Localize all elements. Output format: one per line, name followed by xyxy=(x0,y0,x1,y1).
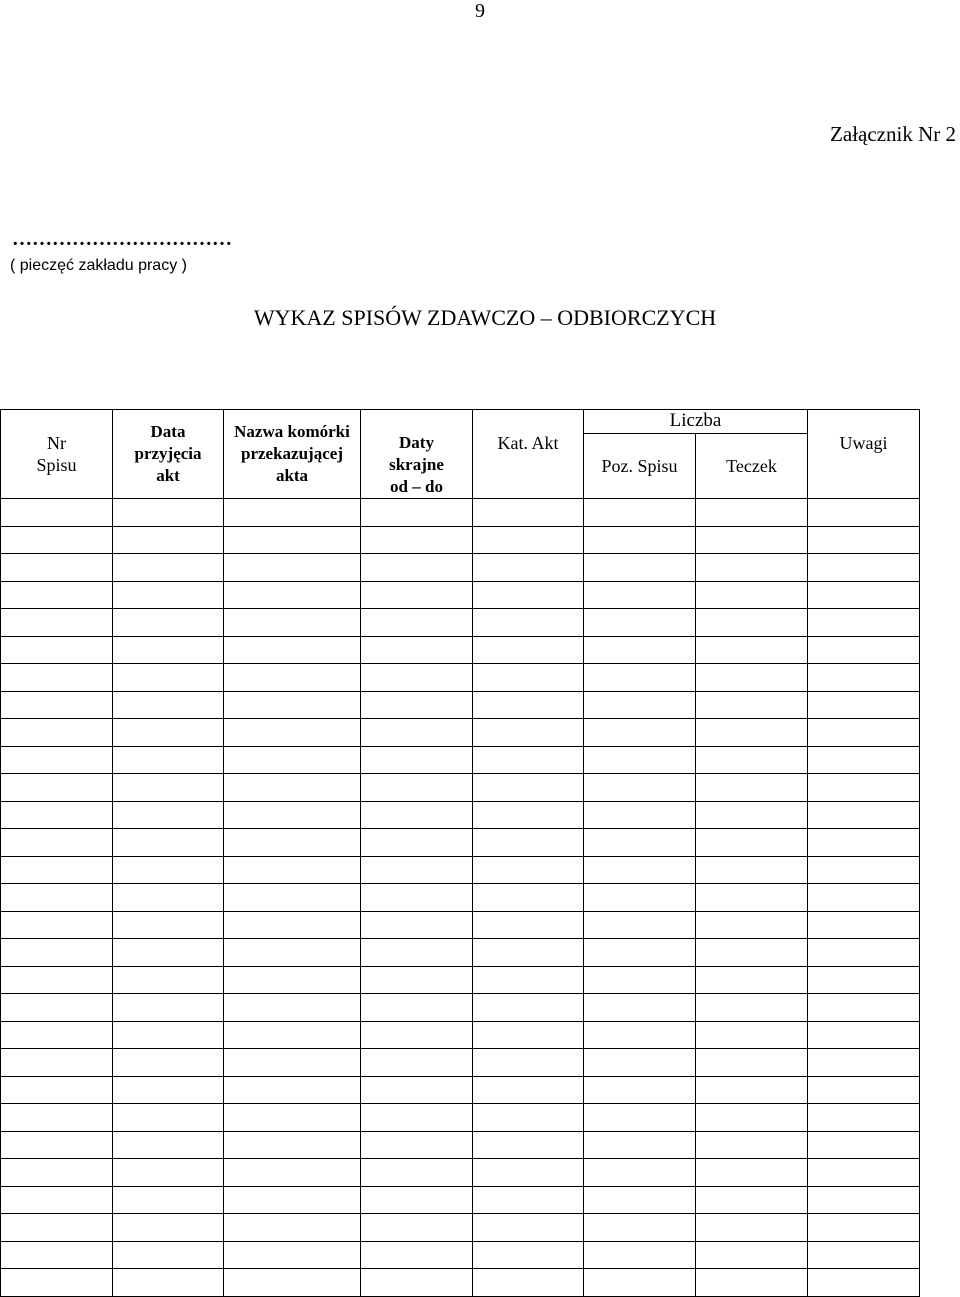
table-cell[interactable] xyxy=(224,939,361,967)
table-cell[interactable] xyxy=(584,856,696,884)
header-nazwa-komorki xyxy=(224,410,361,499)
table-cell[interactable] xyxy=(361,691,473,719)
table-cell[interactable] xyxy=(808,1131,920,1159)
table-cell[interactable] xyxy=(224,1241,361,1269)
table-cell[interactable] xyxy=(1,939,113,967)
table-cell[interactable] xyxy=(361,1104,473,1132)
table-row xyxy=(1,1049,920,1077)
table-cell[interactable] xyxy=(808,884,920,912)
table-cell[interactable] xyxy=(808,994,920,1022)
table-cell[interactable] xyxy=(113,939,224,967)
header-nr-spisu-label: Nr Spisu xyxy=(36,433,77,475)
table-cell[interactable] xyxy=(113,1241,224,1269)
table-cell[interactable] xyxy=(696,884,808,912)
table-cell[interactable] xyxy=(224,994,361,1022)
table-cell[interactable] xyxy=(696,1104,808,1132)
table-cell[interactable] xyxy=(696,939,808,967)
table-cell[interactable] xyxy=(1,664,113,692)
attachment-label: Załącznik Nr 2 xyxy=(830,122,956,146)
header-data-przyjecia-label: Data przyjęcia akt xyxy=(134,422,202,485)
table-cell[interactable] xyxy=(224,966,361,994)
table-cell[interactable] xyxy=(808,691,920,719)
table-cell[interactable] xyxy=(808,581,920,609)
table-cell[interactable] xyxy=(1,1186,113,1214)
table-cell[interactable] xyxy=(473,1076,584,1104)
table-cell[interactable] xyxy=(113,801,224,829)
table-cell[interactable] xyxy=(584,719,696,747)
table-row xyxy=(1,636,920,664)
table-cell[interactable] xyxy=(696,1159,808,1187)
table-cell[interactable] xyxy=(224,554,361,582)
table-cell[interactable] xyxy=(473,526,584,554)
table-cell[interactable] xyxy=(473,1241,584,1269)
table-cell[interactable] xyxy=(113,1076,224,1104)
table-cell[interactable] xyxy=(361,1241,473,1269)
table-cell[interactable] xyxy=(473,994,584,1022)
header-uwagi: Uwagi xyxy=(808,410,920,499)
table-row xyxy=(1,1241,920,1269)
table-cell[interactable] xyxy=(361,719,473,747)
table-cell[interactable] xyxy=(473,911,584,939)
table-cell[interactable] xyxy=(584,884,696,912)
table-cell[interactable] xyxy=(113,719,224,747)
table-cell[interactable] xyxy=(808,856,920,884)
table-cell[interactable] xyxy=(1,1076,113,1104)
table-row xyxy=(1,526,920,554)
table-cell[interactable] xyxy=(808,1076,920,1104)
table-cell[interactable] xyxy=(473,939,584,967)
table-cell[interactable] xyxy=(361,1049,473,1077)
table-cell[interactable] xyxy=(473,499,584,527)
table-cell[interactable] xyxy=(224,911,361,939)
table-cell[interactable] xyxy=(808,1049,920,1077)
header-liczba: Liczba xyxy=(584,410,808,434)
table-cell[interactable] xyxy=(361,1159,473,1187)
header-daty-skrajne xyxy=(361,410,473,499)
table-cell[interactable] xyxy=(1,774,113,802)
table-cell[interactable] xyxy=(584,499,696,527)
table-cell[interactable] xyxy=(473,609,584,637)
table-cell[interactable] xyxy=(1,1049,113,1077)
table-cell[interactable] xyxy=(224,1076,361,1104)
table-cell[interactable] xyxy=(808,829,920,857)
table-cell[interactable] xyxy=(1,1214,113,1242)
table-row xyxy=(1,884,920,912)
table-row xyxy=(1,499,920,527)
table-cell[interactable] xyxy=(473,746,584,774)
table-cell[interactable] xyxy=(224,664,361,692)
table-cell[interactable] xyxy=(1,499,113,527)
table-cell[interactable] xyxy=(113,499,224,527)
table-cell[interactable] xyxy=(361,911,473,939)
table-row xyxy=(1,966,920,994)
table-cell[interactable] xyxy=(1,1131,113,1159)
table-cell[interactable] xyxy=(224,691,361,719)
table-cell[interactable] xyxy=(224,609,361,637)
table-cell[interactable] xyxy=(696,1241,808,1269)
table-cell[interactable] xyxy=(224,884,361,912)
table-cell[interactable] xyxy=(473,829,584,857)
table-cell[interactable] xyxy=(1,636,113,664)
table-cell[interactable] xyxy=(224,1131,361,1159)
table-row xyxy=(1,801,920,829)
table-cell[interactable] xyxy=(473,664,584,692)
table-cell[interactable] xyxy=(113,691,224,719)
table-cell[interactable] xyxy=(113,1131,224,1159)
table-cell[interactable] xyxy=(113,911,224,939)
table-cell[interactable] xyxy=(361,1131,473,1159)
table-cell[interactable] xyxy=(1,884,113,912)
table-cell[interactable] xyxy=(1,911,113,939)
table-cell[interactable] xyxy=(224,719,361,747)
table-cell[interactable] xyxy=(224,829,361,857)
table-cell[interactable] xyxy=(808,554,920,582)
table-cell[interactable] xyxy=(224,801,361,829)
table-cell[interactable] xyxy=(113,526,224,554)
table-row xyxy=(1,609,920,637)
table-cell[interactable] xyxy=(361,966,473,994)
table-cell[interactable] xyxy=(113,1049,224,1077)
table-cell[interactable] xyxy=(361,856,473,884)
table-row xyxy=(1,774,920,802)
table-cell[interactable] xyxy=(808,664,920,692)
table-body xyxy=(1,499,920,1297)
table-cell[interactable] xyxy=(584,1241,696,1269)
register-table xyxy=(0,409,920,1297)
table-cell[interactable] xyxy=(1,691,113,719)
table-cell[interactable] xyxy=(1,526,113,554)
table-cell[interactable] xyxy=(696,1186,808,1214)
table-cell[interactable] xyxy=(361,636,473,664)
document-title: WYKAZ SPISÓW ZDAWCZO – ODBIORCZYCH xyxy=(253,305,717,330)
table-cell[interactable] xyxy=(1,746,113,774)
table-row xyxy=(1,1186,920,1214)
table-cell[interactable] xyxy=(808,1159,920,1187)
table-cell[interactable] xyxy=(584,1104,696,1132)
header-kat-akt: Kat. Akt xyxy=(473,410,584,499)
table-row xyxy=(1,939,920,967)
table-cell[interactable] xyxy=(584,829,696,857)
table-cell[interactable] xyxy=(1,609,113,637)
table-row xyxy=(1,1159,920,1187)
table-cell[interactable] xyxy=(584,664,696,692)
table-cell[interactable] xyxy=(808,609,920,637)
table-cell[interactable] xyxy=(1,829,113,857)
table-cell[interactable] xyxy=(473,581,584,609)
stamp-placeholder-dots: …………………………… xyxy=(12,228,232,250)
table-cell[interactable] xyxy=(584,1021,696,1049)
table-cell[interactable] xyxy=(224,526,361,554)
table-cell[interactable] xyxy=(473,1214,584,1242)
table-row xyxy=(1,829,920,857)
table-row xyxy=(1,664,920,692)
table-cell[interactable] xyxy=(584,1049,696,1077)
table-cell[interactable] xyxy=(361,1186,473,1214)
table-cell[interactable] xyxy=(696,581,808,609)
table-cell[interactable] xyxy=(224,1214,361,1242)
table-cell[interactable] xyxy=(361,1214,473,1242)
table-cell[interactable] xyxy=(361,609,473,637)
table-cell[interactable] xyxy=(696,664,808,692)
table-header xyxy=(1,410,920,499)
table-row xyxy=(1,554,920,582)
table-cell[interactable] xyxy=(113,609,224,637)
table-cell[interactable] xyxy=(473,554,584,582)
table-cell[interactable] xyxy=(473,1104,584,1132)
table-cell[interactable] xyxy=(473,966,584,994)
table-cell[interactable] xyxy=(224,1021,361,1049)
table-cell[interactable] xyxy=(696,1131,808,1159)
header-nr-spisu xyxy=(1,410,113,499)
table-row xyxy=(1,691,920,719)
table-cell[interactable] xyxy=(584,636,696,664)
table-cell[interactable] xyxy=(473,1021,584,1049)
table-cell[interactable] xyxy=(1,1104,113,1132)
table-cell[interactable] xyxy=(696,1076,808,1104)
table-cell[interactable] xyxy=(473,691,584,719)
table-cell[interactable] xyxy=(113,774,224,802)
table-cell[interactable] xyxy=(696,719,808,747)
table-cell[interactable] xyxy=(1,719,113,747)
table-cell[interactable] xyxy=(808,1186,920,1214)
table-cell[interactable] xyxy=(224,1049,361,1077)
table-cell[interactable] xyxy=(113,1159,224,1187)
table-cell[interactable] xyxy=(113,829,224,857)
table-cell[interactable] xyxy=(361,1021,473,1049)
table-cell[interactable] xyxy=(808,966,920,994)
table-cell[interactable] xyxy=(113,884,224,912)
table-cell[interactable] xyxy=(113,1214,224,1242)
table-cell[interactable] xyxy=(696,499,808,527)
table-cell[interactable] xyxy=(361,801,473,829)
table-cell[interactable] xyxy=(584,966,696,994)
table-cell[interactable] xyxy=(361,581,473,609)
table-cell[interactable] xyxy=(224,1186,361,1214)
table-cell[interactable] xyxy=(584,1214,696,1242)
header-poz-spisu: Poz. Spisu xyxy=(584,433,696,498)
table-cell[interactable] xyxy=(224,746,361,774)
table-row xyxy=(1,911,920,939)
table-cell[interactable] xyxy=(696,1049,808,1077)
table-cell[interactable] xyxy=(696,746,808,774)
table-cell[interactable] xyxy=(696,801,808,829)
table-cell[interactable] xyxy=(361,664,473,692)
table-cell[interactable] xyxy=(113,636,224,664)
table-cell[interactable] xyxy=(696,966,808,994)
table-cell[interactable] xyxy=(808,636,920,664)
table-row xyxy=(1,1104,920,1132)
table-cell[interactable] xyxy=(584,939,696,967)
table-cell[interactable] xyxy=(584,1076,696,1104)
table-cell[interactable] xyxy=(696,994,808,1022)
table-cell[interactable] xyxy=(584,801,696,829)
table-cell[interactable] xyxy=(361,1076,473,1104)
table-row xyxy=(1,1131,920,1159)
table-cell[interactable] xyxy=(696,856,808,884)
table-cell[interactable] xyxy=(224,636,361,664)
table-cell[interactable] xyxy=(808,801,920,829)
table-row xyxy=(1,856,920,884)
table-cell[interactable] xyxy=(696,1021,808,1049)
table-cell[interactable] xyxy=(224,774,361,802)
table-cell[interactable] xyxy=(113,554,224,582)
table-cell[interactable] xyxy=(1,801,113,829)
table-cell[interactable] xyxy=(1,1159,113,1187)
header-teczek: Teczek xyxy=(696,433,808,498)
table-cell[interactable] xyxy=(473,1049,584,1077)
table-cell[interactable] xyxy=(473,636,584,664)
table-cell[interactable] xyxy=(584,1186,696,1214)
table-cell[interactable] xyxy=(224,856,361,884)
table-cell[interactable] xyxy=(584,554,696,582)
table-cell[interactable] xyxy=(696,774,808,802)
table-cell[interactable] xyxy=(361,994,473,1022)
table-cell[interactable] xyxy=(584,609,696,637)
header-nazwa-komorki-label: Nazwa komórki przekazującej akta xyxy=(234,422,350,485)
stamp-label: ( pieczęć zakładu pracy ) xyxy=(10,257,187,274)
table-cell[interactable] xyxy=(113,664,224,692)
table-cell[interactable] xyxy=(584,526,696,554)
table-cell[interactable] xyxy=(361,829,473,857)
table-cell[interactable] xyxy=(696,829,808,857)
table-cell[interactable] xyxy=(473,1131,584,1159)
table-cell[interactable] xyxy=(584,581,696,609)
table-cell[interactable] xyxy=(584,746,696,774)
table-cell[interactable] xyxy=(361,526,473,554)
table-cell[interactable] xyxy=(113,1021,224,1049)
table-cell[interactable] xyxy=(473,1186,584,1214)
table-cell[interactable] xyxy=(113,581,224,609)
table-cell[interactable] xyxy=(1,554,113,582)
table-cell[interactable] xyxy=(224,581,361,609)
table-cell[interactable] xyxy=(1,1241,113,1269)
table-cell[interactable] xyxy=(473,884,584,912)
table-cell[interactable] xyxy=(113,856,224,884)
table-row xyxy=(1,719,920,747)
table-row xyxy=(1,1214,920,1242)
table-cell[interactable] xyxy=(696,636,808,664)
table-cell[interactable] xyxy=(361,746,473,774)
table-cell[interactable] xyxy=(1,966,113,994)
table-cell[interactable] xyxy=(1,994,113,1022)
table-cell[interactable] xyxy=(808,1021,920,1049)
table-cell[interactable] xyxy=(584,994,696,1022)
table-cell[interactable] xyxy=(1,856,113,884)
table-cell[interactable] xyxy=(808,746,920,774)
table-cell[interactable] xyxy=(224,1104,361,1132)
table-cell[interactable] xyxy=(696,526,808,554)
table-row xyxy=(1,581,920,609)
table-cell[interactable] xyxy=(113,1186,224,1214)
table-cell[interactable] xyxy=(113,1104,224,1132)
table-cell[interactable] xyxy=(696,1214,808,1242)
header-daty-skrajne-label: Daty skrajne od – do xyxy=(389,433,444,496)
table-cell[interactable] xyxy=(808,911,920,939)
table-cell[interactable] xyxy=(113,746,224,774)
table-cell[interactable] xyxy=(113,994,224,1022)
table-cell[interactable] xyxy=(808,719,920,747)
table-cell[interactable] xyxy=(808,774,920,802)
table-cell[interactable] xyxy=(584,691,696,719)
table-cell[interactable] xyxy=(1,1021,113,1049)
page-number: 9 xyxy=(475,0,485,22)
table-cell[interactable] xyxy=(696,691,808,719)
table-cell[interactable] xyxy=(808,526,920,554)
table-row xyxy=(1,994,920,1022)
table-cell[interactable] xyxy=(1,581,113,609)
table-cell[interactable] xyxy=(473,801,584,829)
table-cell[interactable] xyxy=(361,499,473,527)
table-cell[interactable] xyxy=(808,1214,920,1242)
table-cell[interactable] xyxy=(224,499,361,527)
table-cell[interactable] xyxy=(584,911,696,939)
table-cell[interactable] xyxy=(696,911,808,939)
table-cell[interactable] xyxy=(224,1159,361,1187)
table-cell[interactable] xyxy=(808,939,920,967)
table-cell[interactable] xyxy=(361,774,473,802)
table-cell[interactable] xyxy=(808,1104,920,1132)
table-cell[interactable] xyxy=(361,939,473,967)
table-row xyxy=(1,1076,920,1104)
table-cell[interactable] xyxy=(473,856,584,884)
table-cell[interactable] xyxy=(473,774,584,802)
table-cell[interactable] xyxy=(361,884,473,912)
table-cell[interactable] xyxy=(473,1159,584,1187)
table-cell[interactable] xyxy=(584,1159,696,1187)
table-cell[interactable] xyxy=(696,554,808,582)
table-cell[interactable] xyxy=(113,966,224,994)
table-cell[interactable] xyxy=(696,609,808,637)
table-cell[interactable] xyxy=(808,499,920,527)
table-cell[interactable] xyxy=(584,774,696,802)
table-row xyxy=(1,746,920,774)
table-cell[interactable] xyxy=(361,554,473,582)
table-row xyxy=(1,1021,920,1049)
header-data-przyjecia xyxy=(113,410,224,499)
table-cell[interactable] xyxy=(473,719,584,747)
table-cell[interactable] xyxy=(584,1131,696,1159)
table-cell[interactable] xyxy=(808,1241,920,1269)
